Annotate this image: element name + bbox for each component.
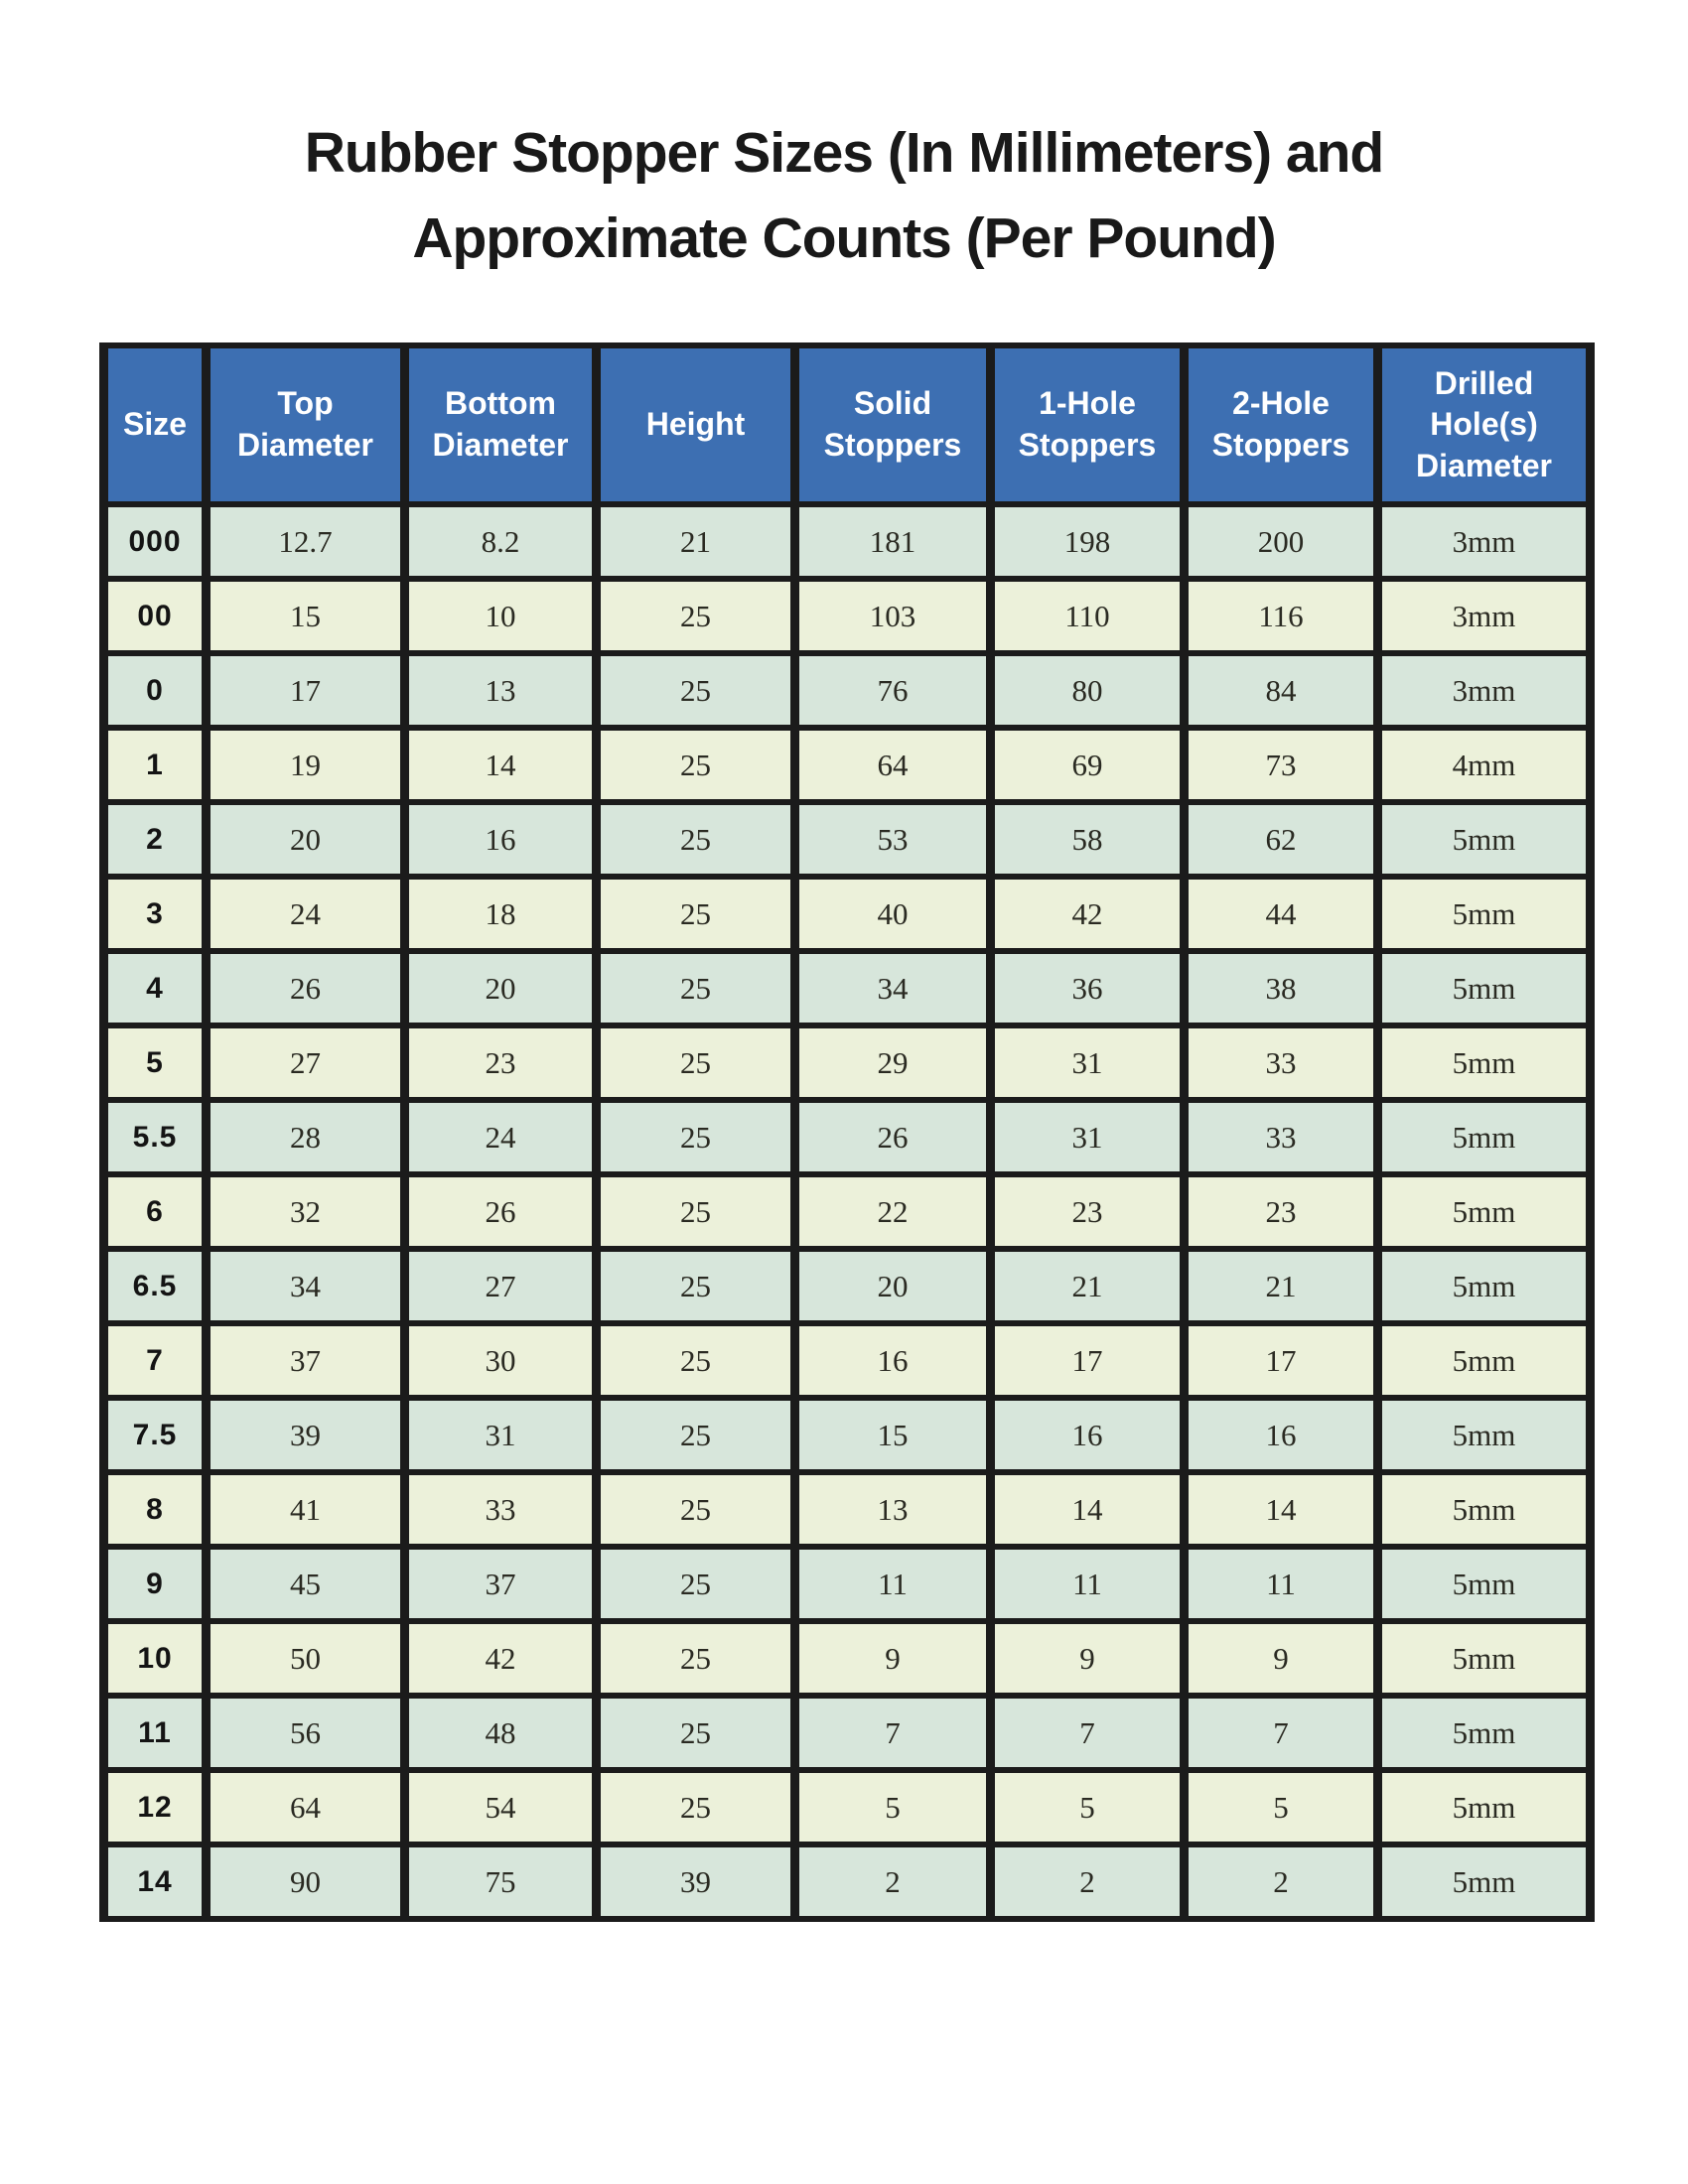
table-row [104,579,1591,653]
value-cell: 53 [795,802,991,877]
value-cell: 2 [991,1844,1185,1919]
table-row [104,1696,1591,1770]
size-cell: 11 [104,1696,207,1770]
value-cell: 28 [207,1100,405,1174]
value-cell: 25 [597,653,795,728]
value-cell: 41 [207,1472,405,1547]
value-cell: 14 [405,728,597,802]
value-cell: 103 [795,579,991,653]
value-cell: 25 [597,579,795,653]
size-cell: 00 [104,579,207,653]
value-cell: 26 [207,951,405,1025]
value-cell: 34 [207,1249,405,1323]
column-header-drilled-holes-diameter: Drilled Hole(s) Diameter [1378,345,1591,504]
value-cell: 5mm [1378,1100,1591,1174]
value-cell: 14 [1185,1472,1378,1547]
value-cell: 7 [1185,1696,1378,1770]
stopper-table-body [104,504,1591,1919]
table-row [104,1398,1591,1472]
table-row [104,1472,1591,1547]
value-cell: 5mm [1378,877,1591,951]
value-cell: 22 [795,1174,991,1249]
value-cell: 5mm [1378,1621,1591,1696]
column-header-1-hole-stoppers: 1-Hole Stoppers [991,345,1185,504]
value-cell: 25 [597,1025,795,1100]
size-cell: 10 [104,1621,207,1696]
value-cell: 42 [991,877,1185,951]
size-cell: 9 [104,1547,207,1621]
table-row [104,504,1591,579]
value-cell: 11 [1185,1547,1378,1621]
value-cell: 25 [597,1323,795,1398]
value-cell: 25 [597,1547,795,1621]
value-cell: 56 [207,1696,405,1770]
column-header-solid-stoppers: Solid Stoppers [795,345,991,504]
value-cell: 21 [991,1249,1185,1323]
size-cell: 8 [104,1472,207,1547]
value-cell: 5 [1185,1770,1378,1844]
value-cell: 5mm [1378,1249,1591,1323]
value-cell: 33 [1185,1100,1378,1174]
table-row [104,1323,1591,1398]
column-header-top-diameter: Top Diameter [207,345,405,504]
value-cell: 5mm [1378,1174,1591,1249]
value-cell: 5mm [1378,1844,1591,1919]
value-cell: 25 [597,951,795,1025]
table-row [104,1770,1591,1844]
value-cell: 48 [405,1696,597,1770]
value-cell: 50 [207,1621,405,1696]
size-cell: 3 [104,877,207,951]
value-cell: 21 [1185,1249,1378,1323]
table-row [104,653,1591,728]
value-cell: 3mm [1378,653,1591,728]
value-cell: 25 [597,877,795,951]
table-header-row [104,345,1591,504]
value-cell: 40 [795,877,991,951]
stopper-size-table [99,342,1595,1922]
table-row [104,1025,1591,1100]
value-cell: 36 [991,951,1185,1025]
table-row [104,1844,1591,1919]
value-cell: 5mm [1378,1398,1591,1472]
value-cell: 24 [207,877,405,951]
value-cell: 29 [795,1025,991,1100]
value-cell: 110 [991,579,1185,653]
value-cell: 90 [207,1844,405,1919]
value-cell: 34 [795,951,991,1025]
value-cell: 24 [405,1100,597,1174]
value-cell: 8.2 [405,504,597,579]
value-cell: 5mm [1378,802,1591,877]
page-title [0,111,1688,281]
table-row [104,1100,1591,1174]
value-cell: 9 [991,1621,1185,1696]
value-cell: 20 [405,951,597,1025]
value-cell: 75 [405,1844,597,1919]
value-cell: 9 [795,1621,991,1696]
value-cell: 2 [795,1844,991,1919]
value-cell: 38 [1185,951,1378,1025]
value-cell: 9 [1185,1621,1378,1696]
value-cell: 69 [991,728,1185,802]
value-cell: 11 [795,1547,991,1621]
value-cell: 16 [1185,1398,1378,1472]
value-cell: 20 [795,1249,991,1323]
value-cell: 39 [207,1398,405,1472]
value-cell: 33 [405,1472,597,1547]
value-cell: 27 [207,1025,405,1100]
value-cell: 25 [597,1174,795,1249]
value-cell: 25 [597,1249,795,1323]
size-cell: 2 [104,802,207,877]
size-cell: 7.5 [104,1398,207,1472]
value-cell: 13 [795,1472,991,1547]
value-cell: 25 [597,1472,795,1547]
value-cell: 5mm [1378,1472,1591,1547]
value-cell: 26 [405,1174,597,1249]
value-cell: 15 [207,579,405,653]
value-cell: 62 [1185,802,1378,877]
value-cell: 37 [207,1323,405,1398]
value-cell: 5mm [1378,951,1591,1025]
size-cell: 12 [104,1770,207,1844]
value-cell: 200 [1185,504,1378,579]
value-cell: 31 [991,1025,1185,1100]
value-cell: 16 [405,802,597,877]
value-cell: 73 [1185,728,1378,802]
value-cell: 5mm [1378,1696,1591,1770]
value-cell: 23 [1185,1174,1378,1249]
value-cell: 25 [597,728,795,802]
value-cell: 25 [597,1621,795,1696]
column-header-2-hole-stoppers: 2-Hole Stoppers [1185,345,1378,504]
value-cell: 21 [597,504,795,579]
value-cell: 42 [405,1621,597,1696]
size-cell: 1 [104,728,207,802]
value-cell: 32 [207,1174,405,1249]
value-cell: 64 [207,1770,405,1844]
value-cell: 25 [597,1696,795,1770]
value-cell: 5mm [1378,1025,1591,1100]
value-cell: 116 [1185,579,1378,653]
value-cell: 10 [405,579,597,653]
value-cell: 64 [795,728,991,802]
value-cell: 23 [991,1174,1185,1249]
size-cell: 5 [104,1025,207,1100]
value-cell: 16 [795,1323,991,1398]
table-row [104,1174,1591,1249]
value-cell: 13 [405,653,597,728]
value-cell: 181 [795,504,991,579]
page-title-line-2: Approximate Counts (Per Pound) [412,205,1276,270]
value-cell: 27 [405,1249,597,1323]
value-cell: 37 [405,1547,597,1621]
size-cell: 000 [104,504,207,579]
value-cell: 4mm [1378,728,1591,802]
value-cell: 11 [991,1547,1185,1621]
table-row [104,802,1591,877]
value-cell: 7 [991,1696,1185,1770]
value-cell: 44 [1185,877,1378,951]
value-cell: 25 [597,1100,795,1174]
table-row [104,1621,1591,1696]
value-cell: 19 [207,728,405,802]
value-cell: 7 [795,1696,991,1770]
size-cell: 5.5 [104,1100,207,1174]
value-cell: 198 [991,504,1185,579]
size-cell: 14 [104,1844,207,1919]
value-cell: 3mm [1378,579,1591,653]
table-row [104,1249,1591,1323]
value-cell: 54 [405,1770,597,1844]
value-cell: 5mm [1378,1770,1591,1844]
value-cell: 17 [991,1323,1185,1398]
value-cell: 16 [991,1398,1185,1472]
value-cell: 26 [795,1100,991,1174]
value-cell: 5 [795,1770,991,1844]
table-row [104,1547,1591,1621]
column-header-height: Height [597,345,795,504]
value-cell: 31 [405,1398,597,1472]
value-cell: 25 [597,1398,795,1472]
value-cell: 23 [405,1025,597,1100]
value-cell: 30 [405,1323,597,1398]
value-cell: 39 [597,1844,795,1919]
value-cell: 45 [207,1547,405,1621]
value-cell: 84 [1185,653,1378,728]
value-cell: 5 [991,1770,1185,1844]
size-cell: 4 [104,951,207,1025]
value-cell: 80 [991,653,1185,728]
page-title-line-1: Rubber Stopper Sizes (In Millimeters) and [304,121,1384,185]
column-header-bottom-diameter: Bottom Diameter [405,345,597,504]
table-row [104,728,1591,802]
value-cell: 18 [405,877,597,951]
value-cell: 3mm [1378,504,1591,579]
size-cell: 7 [104,1323,207,1398]
value-cell: 14 [991,1472,1185,1547]
value-cell: 2 [1185,1844,1378,1919]
value-cell: 5mm [1378,1323,1591,1398]
column-header-size: Size [104,345,207,504]
size-cell: 6.5 [104,1249,207,1323]
value-cell: 15 [795,1398,991,1472]
size-cell: 0 [104,653,207,728]
value-cell: 17 [207,653,405,728]
value-cell: 17 [1185,1323,1378,1398]
value-cell: 76 [795,653,991,728]
value-cell: 5mm [1378,1547,1591,1621]
value-cell: 31 [991,1100,1185,1174]
value-cell: 58 [991,802,1185,877]
value-cell: 12.7 [207,504,405,579]
value-cell: 25 [597,802,795,877]
table-row [104,951,1591,1025]
value-cell: 33 [1185,1025,1378,1100]
size-cell: 6 [104,1174,207,1249]
value-cell: 25 [597,1770,795,1844]
value-cell: 20 [207,802,405,877]
table-row [104,877,1591,951]
